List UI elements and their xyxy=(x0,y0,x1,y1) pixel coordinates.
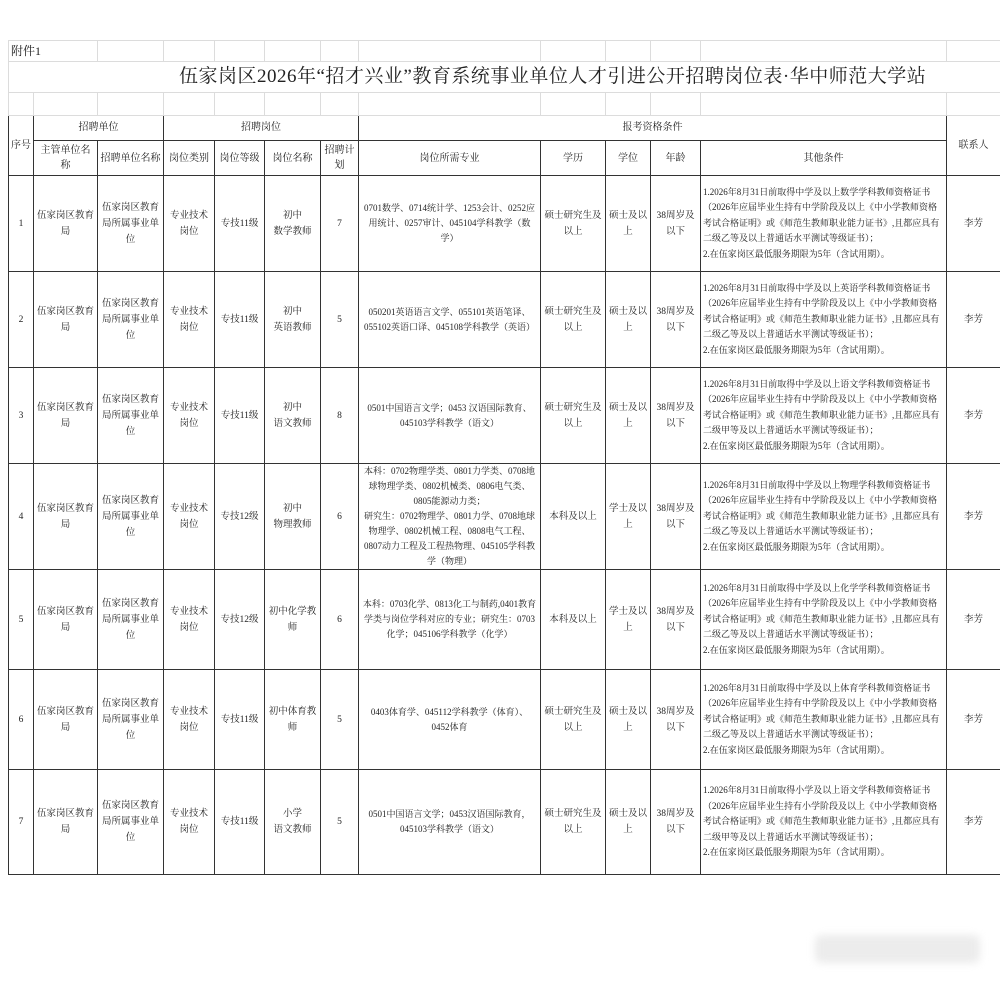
cell-education: 本科及以上 xyxy=(541,464,606,570)
cell-seq: 2 xyxy=(9,272,34,368)
cell-degree: 硕士及以上 xyxy=(606,368,651,464)
header-row-columns xyxy=(9,141,1000,176)
cell-education: 本科及以上 xyxy=(541,570,606,670)
cell-supervisor: 伍家岗区教育局 xyxy=(34,272,98,368)
cell-category: 专业技术岗位 xyxy=(164,176,215,272)
header-other: 其他条件 xyxy=(701,141,947,176)
cell-name: 初中 物理教师 xyxy=(265,464,321,570)
cell-level: 专技11级 xyxy=(215,272,265,368)
cell-education: 硕士研究生及以上 xyxy=(541,272,606,368)
cell-unit: 伍家岗区教育局所属事业单位 xyxy=(98,570,164,670)
header-unit-group: 招聘单位 xyxy=(34,116,164,141)
cell-age: 38周岁及以下 xyxy=(651,464,701,570)
cell-plan: 5 xyxy=(321,670,359,770)
cell-unit: 伍家岗区教育局所属事业单位 xyxy=(98,770,164,875)
table-row xyxy=(9,272,1000,368)
cell-supervisor: 伍家岗区教育局 xyxy=(34,368,98,464)
table-row xyxy=(9,176,1000,272)
blank-row xyxy=(9,93,1000,116)
cell-seq: 4 xyxy=(9,464,34,570)
attachment-label: 附件1 xyxy=(9,41,98,62)
cell-age: 38周岁及以下 xyxy=(651,570,701,670)
cell-contact: 李芳 xyxy=(947,368,1000,464)
cell-level: 专技11级 xyxy=(215,770,265,875)
header-post-level: 岗位等级 xyxy=(215,141,265,176)
cell-unit: 伍家岗区教育局所属事业单位 xyxy=(98,176,164,272)
header-qualification-group: 报考资格条件 xyxy=(359,116,947,141)
cell-supervisor: 伍家岗区教育局 xyxy=(34,176,98,272)
header-row-group xyxy=(9,116,1000,141)
header-education: 学历 xyxy=(541,141,606,176)
cell-plan: 7 xyxy=(321,176,359,272)
cell-major: 本科：0702物理学类、0801力学类、0708地球物理学类、0802机械类、0806电气类、0805能源动力类； 研究生：0702物理学、0801力学、0708地球物理学、0802机械工程、0808电气工程、0807动力工程及工程热物理、045105学科教学（物理） xyxy=(359,464,541,570)
table-row xyxy=(9,464,1000,570)
cell-name: 初中 数学教师 xyxy=(265,176,321,272)
cell-unit: 伍家岗区教育局所属事业单位 xyxy=(98,464,164,570)
header-post-category: 岗位类别 xyxy=(164,141,215,176)
header-unit-name: 招聘单位名称 xyxy=(98,141,164,176)
cell-major: 0501中国语言文学；0453汉语国际教育，045103学科教学（语文） xyxy=(359,770,541,875)
header-major: 岗位所需专业 xyxy=(359,141,541,176)
cell-category: 专业技术岗位 xyxy=(164,770,215,875)
table-row xyxy=(9,670,1000,770)
header-seq: 序号 xyxy=(9,116,34,176)
header-degree: 学位 xyxy=(606,141,651,176)
cell-major: 0403体育学、045112学科教学（体育）、0452体育 xyxy=(359,670,541,770)
cell-level: 专技11级 xyxy=(215,368,265,464)
cell-supervisor: 伍家岗区教育局 xyxy=(34,670,98,770)
cell-plan: 5 xyxy=(321,770,359,875)
cell-major: 0701数学、0714统计学、1253会计、0252应用统计、0257审计、045104学科教学（数学） xyxy=(359,176,541,272)
cell-age: 38周岁及以下 xyxy=(651,176,701,272)
header-age: 年龄 xyxy=(651,141,701,176)
cell-seq: 3 xyxy=(9,368,34,464)
cell-education: 硕士研究生及以上 xyxy=(541,770,606,875)
cell-category: 专业技术岗位 xyxy=(164,464,215,570)
cell-degree: 硕士及以上 xyxy=(606,670,651,770)
cell-level: 专技11级 xyxy=(215,670,265,770)
cell-degree: 硕士及以上 xyxy=(606,770,651,875)
cell-category: 专业技术岗位 xyxy=(164,272,215,368)
cell-seq: 1 xyxy=(9,176,34,272)
page-title: 伍家岗区2026年“招才兴业”教育系统事业单位人才引进公开招聘岗位表·华中师范大学站 xyxy=(9,62,1000,93)
cell-contact: 李芳 xyxy=(947,570,1000,670)
title-row xyxy=(9,62,1000,93)
recruitment-table xyxy=(8,40,1000,875)
cell-category: 专业技术岗位 xyxy=(164,570,215,670)
cell-level: 专技12级 xyxy=(215,464,265,570)
cell-name: 初中化学教师 xyxy=(265,570,321,670)
cell-degree: 学士及以上 xyxy=(606,570,651,670)
cell-name: 初中体育教师 xyxy=(265,670,321,770)
cell-unit: 伍家岗区教育局所属事业单位 xyxy=(98,368,164,464)
cell-age: 38周岁及以下 xyxy=(651,368,701,464)
cell-other: 1.2026年8月31日前取得中学及以上语文学科教师资格证书（2026年应届毕业生持有中学阶段及以上《中小学教师资格考试合格证明》或《师范生教师职业能力证书》,且都应具有二级甲等及以上普通话水平测试等级证书）； 2.在伍家岗区最低服务期限为5年（含试用期）。 xyxy=(701,368,947,464)
cell-plan: 8 xyxy=(321,368,359,464)
cell-seq: 5 xyxy=(9,570,34,670)
cell-major: 0501中国语言文学；0453 汉语国际教育、045103学科教学（语文） xyxy=(359,368,541,464)
header-supervisor: 主管单位名称 xyxy=(34,141,98,176)
cell-contact: 李芳 xyxy=(947,176,1000,272)
cell-category: 专业技术岗位 xyxy=(164,670,215,770)
header-post-group: 招聘岗位 xyxy=(164,116,359,141)
cell-plan: 5 xyxy=(321,272,359,368)
cell-plan: 6 xyxy=(321,464,359,570)
cell-education: 硕士研究生及以上 xyxy=(541,176,606,272)
cell-plan: 6 xyxy=(321,570,359,670)
table-row xyxy=(9,368,1000,464)
cell-contact: 李芳 xyxy=(947,670,1000,770)
cell-other: 1.2026年8月31日前取得小学及以上语文学科教师资格证书（2026年应届毕业生持有小学阶段及以上《中小学教师资格考试合格证明》或《师范生教师职业能力证书》,且都应具有二级甲等及以上普通话水平测试等级证书）； 2.在伍家岗区最低服务期限为5年（含试用期）。 xyxy=(701,770,947,875)
cell-major: 050201英语语言文学、055101英语笔译、055102英语口译、045108学科教学（英语） xyxy=(359,272,541,368)
cell-degree: 硕士及以上 xyxy=(606,272,651,368)
cell-seq: 6 xyxy=(9,670,34,770)
cell-education: 硕士研究生及以上 xyxy=(541,670,606,770)
cell-other: 1.2026年8月31日前取得中学及以上物理学科教师资格证书（2026年应届毕业生持有中学阶段及以上《中小学教师资格考试合格证明》或《师范生教师职业能力证书》,且都应具有二级乙等及以上普通话水平测试等级证书）； 2.在伍家岗区最低服务期限为5年（含试用期）。 xyxy=(701,464,947,570)
cell-education: 硕士研究生及以上 xyxy=(541,368,606,464)
cell-name: 初中 语文教师 xyxy=(265,368,321,464)
blurred-watermark xyxy=(815,935,980,963)
header-plan: 招聘计划 xyxy=(321,141,359,176)
cell-age: 38周岁及以下 xyxy=(651,670,701,770)
cell-unit: 伍家岗区教育局所属事业单位 xyxy=(98,670,164,770)
cell-unit: 伍家岗区教育局所属事业单位 xyxy=(98,272,164,368)
table-row xyxy=(9,770,1000,875)
cell-name: 初中 英语教师 xyxy=(265,272,321,368)
cell-contact: 李芳 xyxy=(947,770,1000,875)
cell-other: 1.2026年8月31日前取得中学及以上英语学科教师资格证书（2026年应届毕业生持有中学阶段及以上《中小学教师资格考试合格证明》或《师范生教师职业能力证书》,且都应具有二级乙等及以上普通话水平测试等级证书）； 2.在伍家岗区最低服务期限为5年（含试用期）。 xyxy=(701,272,947,368)
cell-age: 38周岁及以下 xyxy=(651,770,701,875)
cell-degree: 学士及以上 xyxy=(606,464,651,570)
cell-other: 1.2026年8月31日前取得中学及以上体育学科教师资格证书（2026年应届毕业生持有中学阶段及以上《中小学教师资格考试合格证明》或《师范生教师职业能力证书》,且都应具有二级乙等及以上普通话水平测试等级证书）； 2.在伍家岗区最低服务期限为5年（含试用期）。 xyxy=(701,670,947,770)
cell-contact: 李芳 xyxy=(947,464,1000,570)
table-row xyxy=(9,570,1000,670)
cell-other: 1.2026年8月31日前取得中学及以上数学学科教师资格证书（2026年应届毕业生持有中学阶段及以上《中小学教师资格考试合格证明》或《师范生教师职业能力证书》,且都应具有二级乙等及以上普通话水平测试等级证书）； 2.在伍家岗区最低服务期限为5年（含试用期）。 xyxy=(701,176,947,272)
cell-category: 专业技术岗位 xyxy=(164,368,215,464)
cell-level: 专技12级 xyxy=(215,570,265,670)
attachment-row xyxy=(9,41,1000,62)
cell-supervisor: 伍家岗区教育局 xyxy=(34,570,98,670)
cell-degree: 硕士及以上 xyxy=(606,176,651,272)
cell-level: 专技11级 xyxy=(215,176,265,272)
cell-seq: 7 xyxy=(9,770,34,875)
cell-supervisor: 伍家岗区教育局 xyxy=(34,464,98,570)
cell-other: 1.2026年8月31日前取得中学及以上化学学科教师资格证书（2026年应届毕业生持有中学阶段及以上《中小学教师资格考试合格证明》或《师范生教师职业能力证书》,且都应具有二级乙等及以上普通话水平测试等级证书）； 2.在伍家岗区最低服务期限为5年（含试用期）。 xyxy=(701,570,947,670)
cell-age: 38周岁及以下 xyxy=(651,272,701,368)
cell-major: 本科：0703化学、0813化工与制药,0401教育学类与岗位学科对应的专业；研究生：0703化学；045106学科教学（化学） xyxy=(359,570,541,670)
cell-supervisor: 伍家岗区教育局 xyxy=(34,770,98,875)
cell-contact: 李芳 xyxy=(947,272,1000,368)
cell-name: 小学 语文教师 xyxy=(265,770,321,875)
header-post-name: 岗位名称 xyxy=(265,141,321,176)
header-contact: 联系人 xyxy=(947,116,1000,176)
